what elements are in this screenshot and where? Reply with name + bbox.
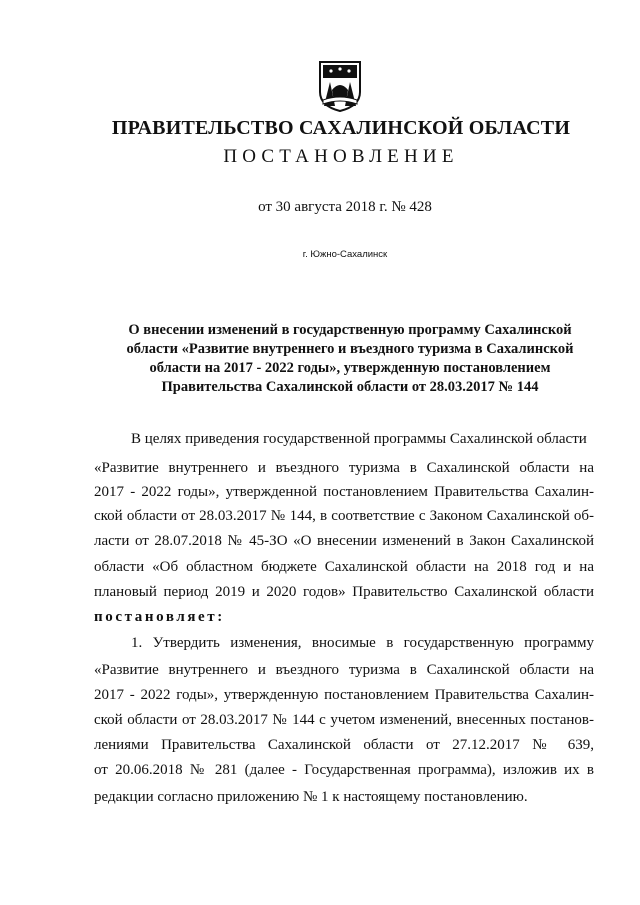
item1-line: редакции согласно приложению № 1 к настоящему постановлению.	[94, 789, 528, 805]
preamble-line: В целях приведения государственной программы Сахалинской области	[131, 431, 587, 447]
document-city: г. Южно-Сахалинск	[302, 249, 388, 260]
subject-line: Правительства Сахалинской области от 28.03.2017 № 144	[161, 379, 539, 395]
government-title: ПРАВИТЕЛЬСТВО САХАЛИНСКОЙ ОБЛАСТИ	[111, 117, 571, 139]
document-date-number: от 30 августа 2018 г. № 428	[258, 199, 432, 215]
subject-line: О внесении изменений в государственную программу Сахалинской	[128, 322, 572, 338]
subject-line: области на 2017 - 2022 годы», утвержденную постановлением	[149, 360, 551, 376]
sakhalin-coat-of-arms-icon	[318, 60, 362, 112]
preamble-line: ласти от 28.07.2018 № 45-ЗО «О внесении изменений в Закон Сахалинской	[94, 533, 594, 549]
document-type: ПОСТАНОВЛЕНИЕ	[223, 146, 459, 167]
item1-line: 2017 - 2022 годы», утвержденную постановлением Правительства Сахалин-	[94, 687, 594, 703]
item1-line: от 20.06.2018 № 281 (далее - Государственная программа), изложив их в	[94, 762, 594, 778]
item1-line: «Развитие внутреннего и въездного туризма в Сахалинской области на	[94, 662, 594, 678]
item1-line: лениями Правительства Сахалинской области от 27.12.2017 № 639,	[94, 737, 594, 753]
resolves-word: постановляет:	[94, 609, 225, 625]
preamble-line: «Развитие внутреннего и въездного туризма в Сахалинской области на	[94, 460, 594, 476]
document-subject	[100, 321, 600, 397]
item1-line: ской области от 28.03.2017 № 144 с учетом изменений, внесенных постанов-	[94, 712, 594, 728]
preamble-line: плановый период 2019 и 2020 годов» Правительство Сахалинской области	[94, 584, 594, 600]
subject-line: области «Развитие внутреннего и въездного туризма в Сахалинской	[126, 341, 574, 357]
preamble-line: области «Об областном бюджете Сахалинской области на 2018 год и на	[94, 559, 594, 575]
preamble-line: 2017 - 2022 годы», утвержденной постановлением Правительства Сахалин-	[94, 484, 594, 500]
item1-line: 1. Утвердить изменения, вносимые в государственную программу	[131, 635, 594, 651]
preamble-line: ской области от 28.03.2017 № 144, в соответствие с Законом Сахалинской об-	[94, 508, 594, 524]
